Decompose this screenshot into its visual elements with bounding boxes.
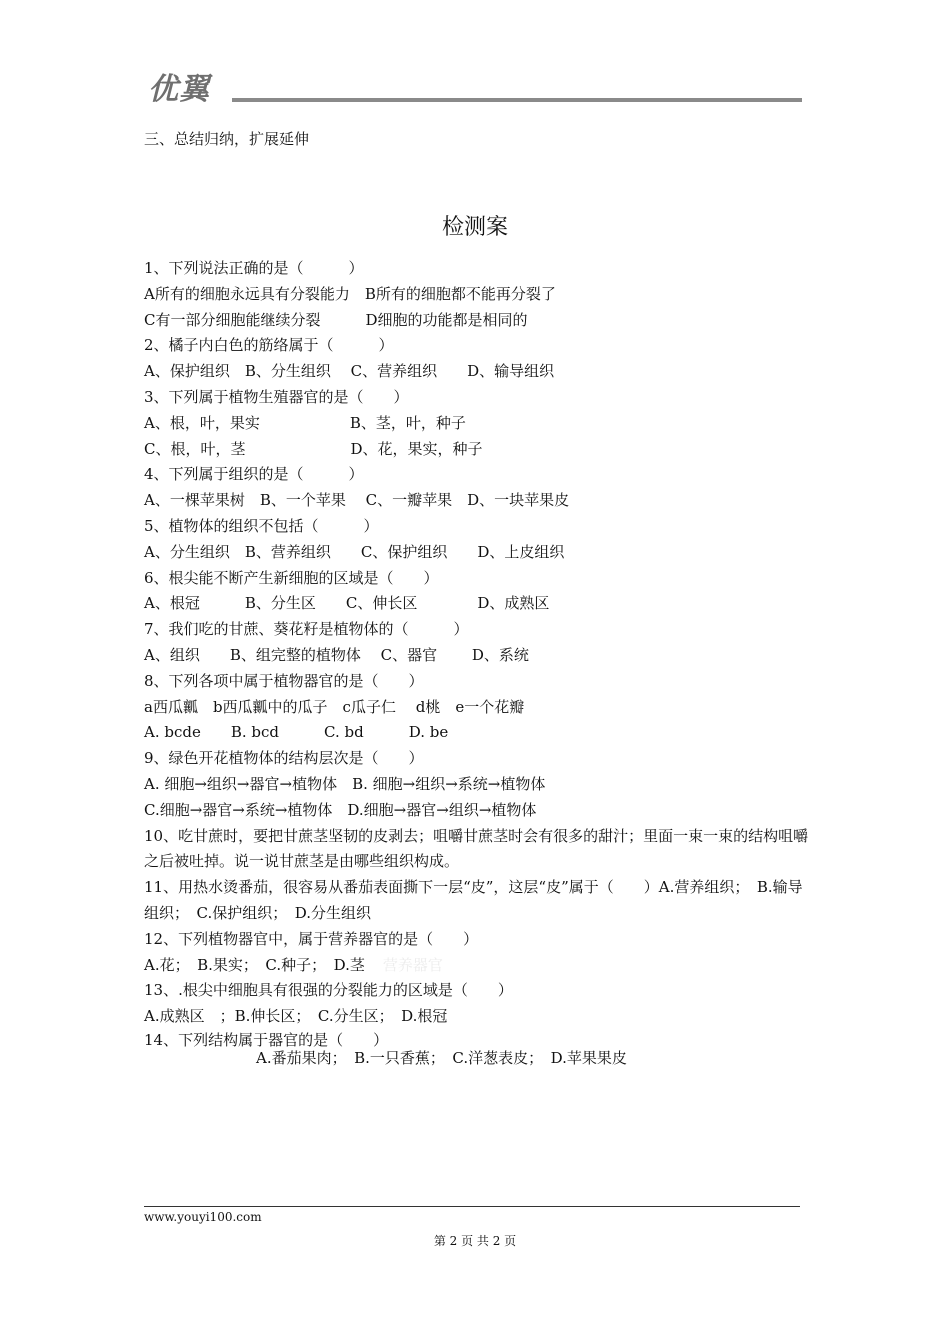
question-13: 13、.根尖中细胞具有很强的分裂能力的区域是（ ） [144, 981, 513, 1000]
header-rule [232, 98, 802, 102]
section-heading: 三、总结归纳，扩展延伸 [144, 130, 310, 148]
question-line: 9、绿色开花植物体的结构层次是（ ） [144, 749, 424, 768]
question-12-options [144, 953, 824, 979]
logo: 优翼 [148, 72, 210, 107]
question-line: A. bcde B. bcd C. bd D. be [144, 723, 449, 742]
question-line: C有一部分细胞能继续分裂 D细胞的功能都是相同的 [144, 310, 528, 329]
question-line: 1、下列说法正确的是（ ） [144, 259, 364, 277]
question-line: 6、根尖能不断产生新细胞的区域是（ ） [144, 568, 439, 587]
question-line: 3、下列属于植物生殖器官的是（ ） [144, 387, 409, 406]
question-line: A. 细胞→组织→器官→植物体 B. 细胞→组织→系统→植物体 [144, 774, 546, 793]
question-12-options-text: A.花； B.果实； C.种子； D.茎 [144, 955, 365, 974]
question-line: C、根，叶，茎 D、花，果实，种子 [144, 439, 483, 458]
question-line: A、一棵苹果树 B、一个苹果 C、一瓣苹果 D、一块苹果皮 [144, 491, 570, 510]
question-line: 5、植物体的组织不包括（ ） [144, 516, 379, 535]
question-13-options: A.成熟区 ；B.伸长区； C.分生区； D.根冠 [144, 1007, 448, 1026]
page-number: 第 2 页 共 2 页 [433, 1234, 517, 1248]
question-11: 11、用热水烫番茄，很容易从番茄表面撕下一层“皮”，这层“皮”属于（ ）A.营养组织； B.输导组织； C.保护组织； D.分生组织 [144, 878, 803, 922]
question-line: A、组织 B、组完整的植物体 C、器官 D、系统 [144, 645, 529, 664]
footer-url: www.youyi100.com [144, 1210, 262, 1224]
question-line: C.细胞→器官→系统→植物体 D.细胞→器官→组织→植物体 [144, 800, 537, 819]
question-12: 12、下列植物器官中，属于营养器官的是（ ） [144, 929, 479, 948]
question-line: A、保护组织 B、分生组织 C、营养组织 D、输导组织 [144, 362, 555, 381]
question-line: 2、橘子内白色的筋络属于（ ） [144, 336, 394, 355]
question-line: A、根，叶，果实 B、茎，叶，种子 [144, 413, 466, 432]
question-14: 14、下列结构属于器官的是（ ） [144, 1030, 389, 1049]
question-line: A所有的细胞永远具有分裂能力 B所有的细胞都不能再分裂了 [144, 284, 556, 303]
question-14-options: A.番茄果肉； B.一只香蕉； C.洋葱表皮； D.苹果果皮 [256, 1048, 627, 1067]
question-line: 7、我们吃的甘蔗、葵花籽是植物体的（ ） [144, 620, 469, 639]
question-line: A、根冠 B、分生区 C、伸长区 D、成熟区 [144, 594, 550, 613]
watermark-text: 营养器官 [382, 955, 443, 974]
page-title: 检测案 [441, 215, 508, 240]
question-line: A、分生组织 B、营养组织 C、保护组织 D、上皮组织 [144, 542, 565, 561]
footer-rule [144, 1206, 800, 1207]
question-line: 8、下列各项中属于植物器官的是（ ） [144, 671, 424, 690]
question-line: 4、下列属于组织的是（ ） [144, 465, 364, 484]
question-line: a西瓜瓤 b西瓜瓤中的瓜子 c瓜子仁 d桃 e一个花瓣 [144, 697, 525, 716]
question-10: 10、吃甘蔗时，要把甘蔗茎坚韧的皮剥去；咀嚼甘蔗茎时会有很多的甜汁；里面一束一束的结构咀嚼之后被吐掉。说一说甘蔗茎是由哪些组织构成。 [144, 826, 809, 871]
question-list [144, 256, 824, 1068]
